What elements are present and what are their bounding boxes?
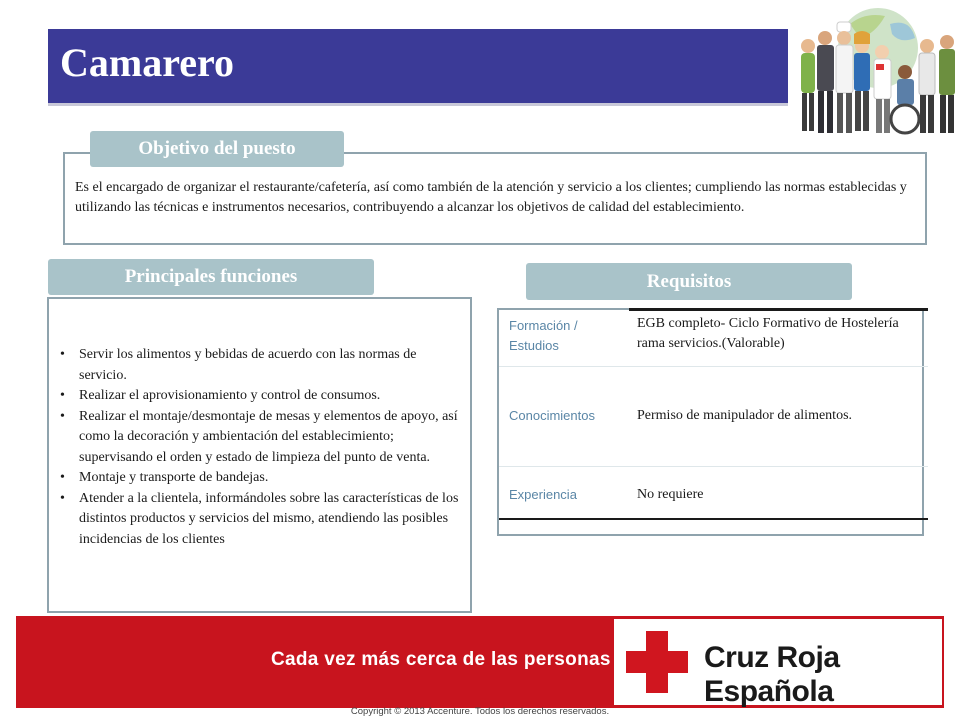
requirements-tab: Requisitos [526,263,852,300]
functions-box [47,297,472,613]
title-bar [48,29,788,103]
requirements-table [497,308,924,536]
table-bottom-rule [499,518,928,520]
people-illustration [790,4,960,140]
requirement-value-education: EGB completo- Ciclo Formativo de Hostelería rama servicios.(Valorable) [637,316,899,351]
cruz-roja-logo [614,619,942,708]
requirement-value-experience: No requiere [637,487,704,502]
list-item: • Servir los alimentos y bebidas de acuerdo con las normas de servicio. [59,345,462,386]
objective-tab: Objetivo del puesto [90,131,344,167]
logo-text: Cruz Roja Española [704,641,840,708]
functions-tab: Principales funciones [48,259,374,295]
table-row [499,367,922,467]
table-row [499,467,922,517]
list-item: • Realizar el montaje/desmontaje de mesas y elementos de apoyo, así como la decoración y ambientación del establecimiento; supervisando el orden y estado de limpieza del punto de venta. [59,407,462,469]
list-item: • Atender a la clientela, informándoles sobre las características de los distintos productos y servicios del mismo, atendiendo las posibles incidencias de los clientes [59,489,462,551]
requirement-label-knowledge: Conocimientos [509,408,595,423]
footer-slogan: Cada vez más cerca de las personas [271,649,611,670]
table-row [499,310,922,366]
copyright-text: Copyright © 2013 Accenture. Todos los derechos reservados. [350,706,610,717]
functions-list [59,345,462,550]
requirement-value-knowledge: Permiso de manipulador de alimentos. [637,408,853,423]
list-item: • Realizar el aprovisionamiento y control de consumos. [59,386,462,407]
objective-text: Es el encargado de organizar el restaurante/cafetería, así como también de la atención y servicio a los clientes; cumpliendo las normas establecidas y utilizando las técnicas e instrumentos necesarios, contribuyendo a alcanzar los objetivos de calidad del establecimiento. [75,180,907,215]
list-item: • Montaje y transporte de bandejas. [59,468,462,489]
requirement-label-experience: Experiencia [509,487,577,502]
requirement-label-education: Formación / Estudios [509,318,578,353]
title-underline [48,103,788,106]
red-cross-icon [624,629,690,695]
page-title: Camarero [60,40,235,85]
